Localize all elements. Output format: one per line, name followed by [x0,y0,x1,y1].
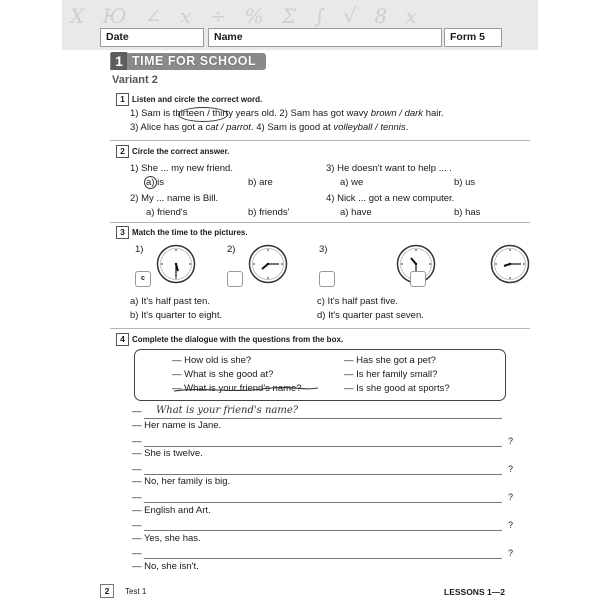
answer-box-1[interactable]: c [135,271,151,287]
task2-q3-a[interactable]: a) we [340,177,364,188]
dialogue-line: — [132,520,142,531]
answer-line[interactable] [144,446,502,447]
form-field: Form 5 [444,28,502,47]
dialogue-line: — [132,436,142,447]
worksheet-page [62,0,538,600]
answer-line[interactable] [144,418,502,419]
task2-q2: 2) My ... name is Bill. [130,193,219,204]
task4-number: 4 [116,333,129,346]
task1-instruction: Listen and circle the correct word. [132,95,263,104]
picture-label-3: 3) [319,244,328,255]
time-option-b: b) It's quarter to eight. [130,310,223,321]
clock-face-1 [156,244,196,284]
question-mark: ? [508,548,514,558]
date-field[interactable]: Date [100,28,204,47]
time-option-a: a) It's half past ten. [130,296,210,307]
box-question: — How old is she? [172,355,252,366]
question-mark: ? [508,520,514,530]
task1-line1: 1) Sam is thirteen / thirty years old. 2) Sam has got wavy brown / dark hair. [130,108,444,119]
picture-label-2: 2) [227,244,236,255]
unit-title: TIME FOR SCHOOL [132,54,257,68]
test-label: Test 1 [125,587,147,596]
task2-q4: 4) Nick ... got a new computer. [326,193,455,204]
answer-circle [144,176,157,189]
dialogue-line: — She is twelve. [132,448,203,459]
clock-face-2 [248,244,288,284]
task2-q2-a[interactable]: a) friend's [146,207,188,218]
lessons-label: LESSONS 1—2 [444,587,505,597]
clock-face-4 [490,244,530,284]
variant-label: Variant 2 [112,74,158,86]
dialogue-line: — [132,492,142,503]
task2-q1-b[interactable]: b) are [248,177,273,188]
task3-number: 3 [116,226,129,239]
dialogue-line: — [132,548,142,559]
name-field[interactable]: Name [208,28,442,47]
answer-line[interactable] [144,530,502,531]
time-option-d: d) It's quarter past seven. [317,310,424,321]
box-question: — Is her family small? [344,369,438,380]
divider [110,140,530,141]
task2-q1-a[interactable]: a) is [146,177,164,188]
time-option-c: c) It's half past five. [317,296,399,307]
answer-line[interactable] [144,474,502,475]
page-number: 2 [100,584,114,598]
box-question: — Is she good at sports? [344,383,450,394]
question-mark: ? [508,464,514,474]
question-mark: ? [508,492,514,502]
dialogue-line: — Yes, she has. [132,533,201,544]
circled-word: thirteen [172,108,205,119]
handwritten-answer: What is your friend's name? [156,405,299,416]
strikethrough-scribble [172,383,322,397]
question-mark: ? [508,436,514,446]
box-question: — What is your friend's name? [172,383,302,394]
math-decoration: Х Ю ∠ x ÷ % Σ ∫ √ 8 x [70,4,423,28]
dialogue-line: — No, she isn't. [132,561,199,572]
task2-q4-b[interactable]: b) has [454,207,481,218]
task4-instruction: Complete the dialogue with the questions from the box. [132,335,344,344]
divider [110,328,530,329]
task2-number: 2 [116,145,129,158]
task2-q3-b[interactable]: b) us [454,177,476,188]
task3-instruction: Match the time to the pictures. [132,228,248,237]
unit-number: 1 [111,52,127,70]
picture-label-1: 1) [135,244,144,255]
task2-q1: 1) She ... my new friend. [130,163,233,174]
task2-q2-b[interactable]: b) friends' [248,207,290,218]
box-question: — What is she good at? [172,369,274,380]
task2-instruction: Circle the correct answer. [132,147,230,156]
dialogue-line: — No, her family is big. [132,476,231,487]
dialogue-line: — [132,406,142,417]
task1-number: 1 [116,93,129,106]
dialogue-line: — [132,464,142,475]
divider [110,222,530,223]
task2-q3: 3) He doesn't want to help ... . [326,163,452,174]
dialogue-line: — English and Art. [132,505,211,516]
dialogue-line: — Her name is Jane. [132,420,222,431]
answer-box-2[interactable] [227,271,243,287]
answer-circle [178,107,228,122]
answer-line[interactable] [144,502,502,503]
task1-line2: 3) Alice has got a cat / parrot. 4) Sam is good at volleyball / tennis. [130,122,409,133]
answer-box-4[interactable] [410,271,426,287]
answer-box-3[interactable] [319,271,335,287]
answer-line[interactable] [144,558,502,559]
task2-q4-a[interactable]: a) have [340,207,372,218]
box-question: — Has she got a pet? [344,355,436,366]
